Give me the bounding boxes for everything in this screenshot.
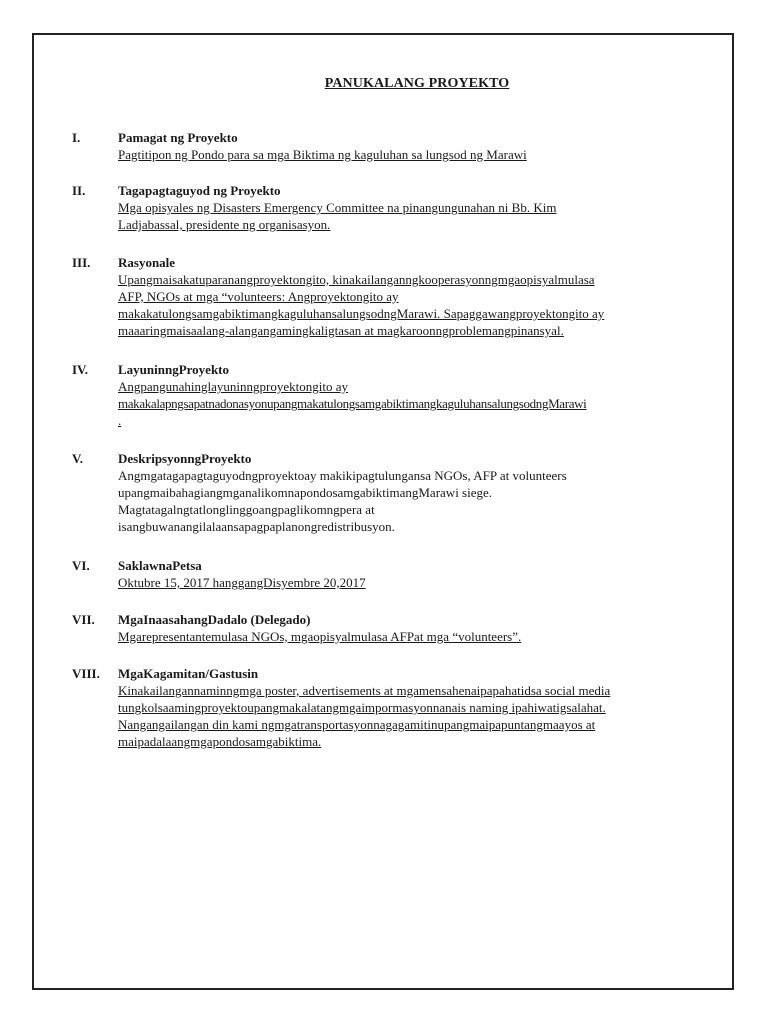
section-numeral: III. bbox=[72, 255, 91, 270]
body-line: Pagtitipon ng Pondo para sa mga Biktima ng kaguluhan sa lungsod ng Marawi bbox=[118, 147, 527, 162]
section-numeral: I. bbox=[72, 130, 81, 145]
section-numeral: VII. bbox=[72, 612, 95, 627]
body-line: Magtatagalngtatlonglinggoangpaglikomngpera at bbox=[118, 502, 375, 517]
section-body bbox=[118, 628, 704, 645]
section-7 bbox=[72, 611, 704, 645]
body-line: makakatulongsamgabiktimangkaguluhansalungsodngMarawi. Sapaggawangproyektongito ay bbox=[118, 306, 605, 321]
section-2 bbox=[72, 182, 704, 233]
section-6 bbox=[72, 557, 704, 591]
section-5 bbox=[72, 450, 704, 535]
body-line: isangbuwanangilalaansapagpaplanongredistribusyon. bbox=[118, 519, 395, 534]
body-line: maipadalaangmgapondosamgabiktima. bbox=[118, 734, 322, 749]
section-heading: DeskripsyonngProyekto bbox=[118, 451, 252, 466]
body-line: Angmgatagapagtaguyodngproyektoay makikipagtulungansa NGOs, AFP at volunteers bbox=[118, 468, 567, 483]
body-line: Mga opisyales ng Disasters Emergency Committee na pinangungunahan ni Bb. Kim bbox=[118, 200, 557, 215]
body-line: Oktubre 15, 2017 hanggangDisyembre 20,2017 bbox=[118, 575, 366, 590]
section-heading: Rasyonale bbox=[118, 255, 176, 270]
body-line: Kinakailangannaminngmga poster, advertisements at mgamensahenaipapahatidsa social media bbox=[118, 683, 611, 698]
section-body bbox=[118, 467, 704, 535]
section-body bbox=[118, 199, 704, 233]
body-line: Upangmaisakatuparanangproyektongito, kinakailanganngkooperasyonngmgaopisyalmulasa bbox=[118, 272, 595, 287]
section-numeral: VIII. bbox=[72, 666, 100, 681]
section-8 bbox=[72, 665, 704, 750]
section-body bbox=[118, 146, 704, 163]
body-line: Nangangailangan din kami ngmgatransportasyonnagagamitinupangmaipapuntangmaayos at bbox=[118, 717, 596, 732]
section-body bbox=[118, 574, 704, 591]
section-3 bbox=[72, 254, 704, 339]
section-numeral: II. bbox=[72, 183, 86, 198]
body-line: Ladjabassal, presidente ng organisasyon. bbox=[118, 217, 331, 232]
section-heading: MgaInaasahangDadalo (Delegado) bbox=[118, 612, 311, 627]
section-heading: MgaKagamitan/Gastusin bbox=[118, 666, 259, 681]
section-heading: SaklawnaPetsa bbox=[118, 558, 202, 573]
body-line: tungkolsaamingproyektoupangmakalatangmgaimpormasyonnanais naming ipahiwatigsalahat. bbox=[118, 700, 606, 715]
section-1 bbox=[72, 129, 704, 163]
section-body bbox=[118, 378, 704, 429]
section-numeral: V. bbox=[72, 451, 83, 466]
body-line: maaaringmaisaalang-alangangamingkaligtasan at magkaroonngproblemangpinansyal. bbox=[118, 323, 564, 338]
section-numeral: IV. bbox=[72, 362, 89, 377]
section-body bbox=[118, 682, 704, 750]
section-heading: LayuninngProyekto bbox=[118, 362, 230, 377]
section-numeral: VI. bbox=[72, 558, 90, 573]
body-line: . bbox=[118, 413, 122, 428]
body-line: Angpangunahinglayuninngproyektongito ay bbox=[118, 379, 348, 394]
section-body bbox=[118, 271, 704, 339]
section-4 bbox=[72, 361, 704, 429]
document-title: PANUKALANG PROYEKTO bbox=[324, 76, 510, 91]
body-line: upangmaibahagiangmganalikomnapondosamgabiktimangMarawi siege. bbox=[118, 485, 493, 500]
body-line: makakalapngsapatnadonasyonupangmakatulongsamgabiktimangkaguluhansalungsodngMarawi bbox=[118, 396, 587, 411]
section-heading: Tagapagtaguyod ng Proyekto bbox=[118, 183, 281, 198]
section-heading: Pamagat ng Proyekto bbox=[118, 130, 238, 145]
body-line: AFP, NGOs at mga “volunteers: Angproyektongito ay bbox=[118, 289, 399, 304]
body-line: Mgarepresentantemulasa NGOs, mgaopisyalmulasa AFPat mga “volunteers”. bbox=[118, 629, 522, 644]
